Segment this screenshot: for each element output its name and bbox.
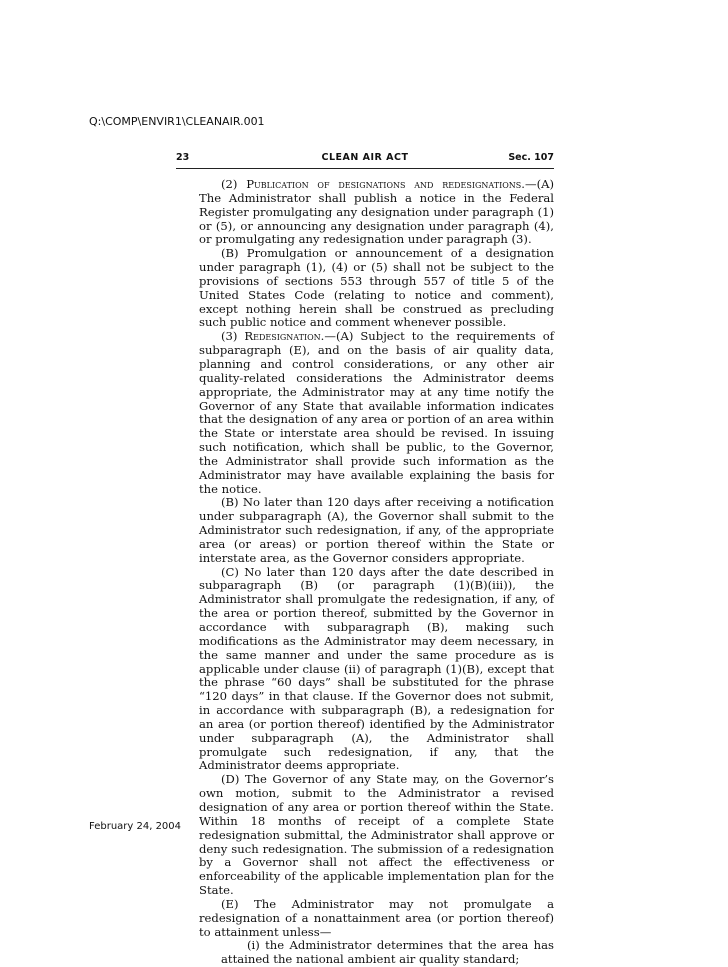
footer-date: February 24, 2004	[89, 821, 182, 832]
paragraph-2-publication: (2) Publication of designations and redesignations.—(A) The Administrator shall publish a notice in the Federal Register promulgating any designation under paragraph (1) or (5), or announcing any designation under paragraph (4), or promulgating any redesignation under paragraph (3).	[199, 177, 554, 247]
paragraph-3c: (C) No later than 120 days after the date described in subparagraph (B) (or paragraph (1)(B)(iii)), the Administrator shall promulgate the redesignation, if any, of the area or portion thereof, submitted by the Governor in accordance with subparagraph (B), making such modifications as the Administrator may deem necessary, in the same manner and under the same procedure as is applicable under clause (ii) of paragraph (1)(B), except that the phrase “60 days” shall be substituted for the phrase “120 days” in that clause. If the Governor does not submit, in accordance with subparagraph (B), a redesignation for an area (or portion thereof) identified by the Administrator under subparagraph (A), the Administrator shall promulgate such redesignation, if any, that the Administrator deems appropriate.	[199, 564, 554, 773]
paragraph-heading: Redesignation	[244, 329, 321, 344]
paragraph-3d: (D) The Governor of any State may, on the Governor’s own motion, submit to the Administrator a revised designation of any area or portion thereof within the State. Within 18 months of receipt of a complete State redesignation submittal, the Administrator shall approve or deny such redesignation. The submission of a redesignation by a Governor shall not affect the effectiveness or enforceability of the applicable implementation plan for the State.	[199, 772, 554, 898]
paragraph-3e: (E) The Administrator may not promulgate a redesignation of a nonattainment area (or portion thereof) to attainment unless—	[199, 896, 554, 939]
paragraph-3b: (B) No later than 120 days after receiving a notification under subparagraph (A), the Governor shall submit to the Administrator such redesignation, if any, of the appropriate area (or areas) or portion thereof within the State or interstate area, as the Governor considers appropriate.	[199, 495, 554, 565]
page-number: 23	[176, 152, 190, 163]
clause-3e-i: (i) the Administrator determines that the area has attained the national ambient air quality standard;	[221, 938, 554, 967]
paragraph-2b: (B) Promulgation or announcement of a designation under paragraph (1), (4) or (5) shall not be subject to the provisions of sections 553 through 557 of title 5 of the United States Code (relating to notice and comment), except nothing herein shall be construed as precluding such public notice and comment whenever possible.	[199, 246, 554, 330]
body-text	[199, 178, 554, 967]
file-path: Q:\COMP\ENVIR1\CLEANAIR.001	[89, 115, 265, 128]
act-title: CLEAN AIR ACT	[321, 152, 409, 163]
paragraph-heading: Publication of designations and redesignations	[246, 177, 522, 191]
paragraph-3-redesignation: (3) Redesignation.—(A) Subject to the requirements of subparagraph (E), and on the basis of air quality data, planning and control considerations, or any other air quality-related considerations the Administrator deems appropriate, the Administrator may at any time notify the Governor of any State that available information indicates that the designation of any area or portion of an area within the State or interstate area should be revised. In issuing such notification, which shall be public, to the Governor, the Administrator shall provide such information as the Administrator may have available explaining the basis for the notice.	[199, 329, 555, 496]
section-number: Sec. 107	[508, 152, 554, 163]
running-header	[176, 152, 554, 169]
